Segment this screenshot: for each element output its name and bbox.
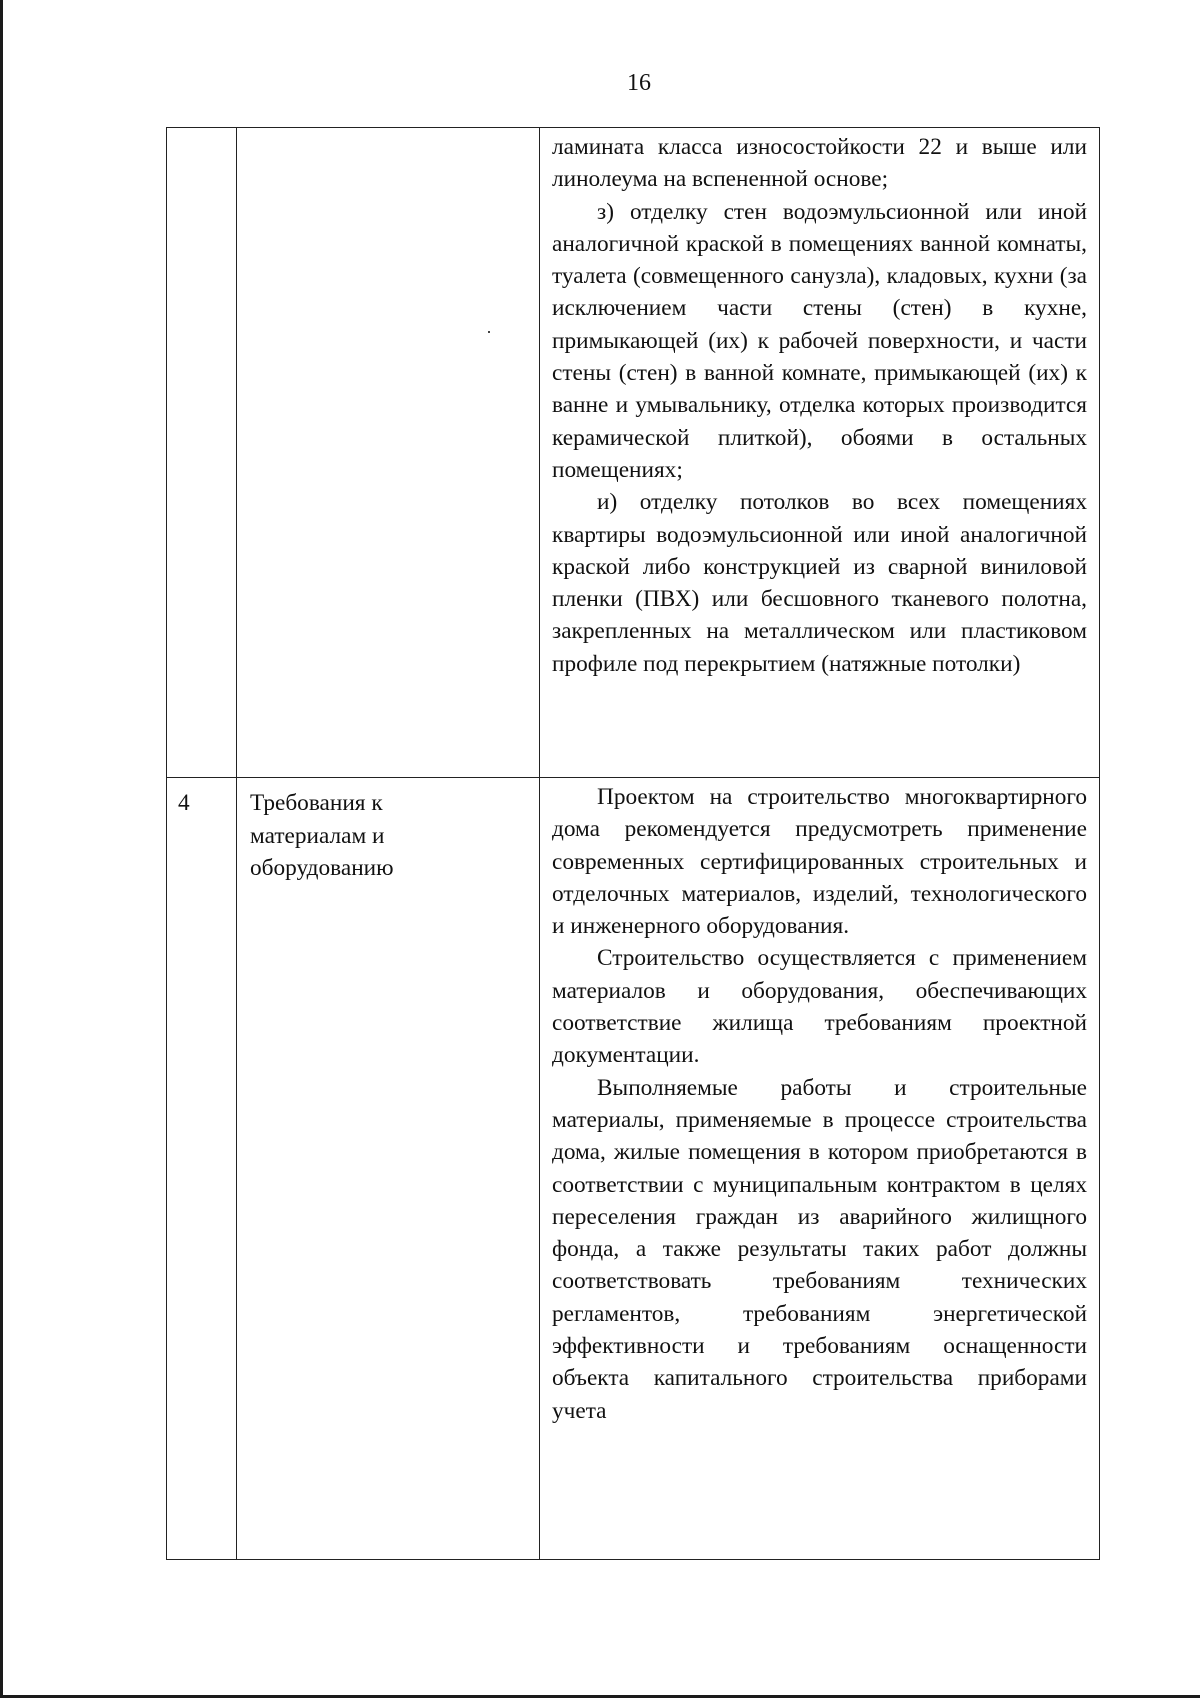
row-title-line: оборудованию xyxy=(250,855,394,881)
row-title xyxy=(237,778,539,885)
row-title-cell xyxy=(237,778,540,1560)
row-title-line: Требования к xyxy=(250,790,383,816)
row-number-cell xyxy=(167,778,237,1560)
row-content-cell xyxy=(540,778,1100,1560)
table-row xyxy=(167,778,1100,1560)
paragraph: ламината класса износостойкости 22 и выше или линолеума на вспененной основе; xyxy=(552,134,1087,193)
row-title-line: материалам и xyxy=(250,822,385,849)
row-number xyxy=(167,128,236,137)
table-row xyxy=(167,128,1100,778)
row-title-cell xyxy=(237,128,540,778)
paragraph: з) отделку стен водоэмульсионной или иной аналогичной краской в помещениях ванной комнаты, туалета (совмещенного санузла), кладовых, кухни (за исключением части стены (стен) в кухне, примыкающей (их) к рабочей поверхности, и части стены (стен) в ванной комнате, примыкающей (их) к ванне и умывальнику, отделка которых производится керамической плиткой), обоями в остальных помещениях; xyxy=(552,198,1087,483)
page-number: 16 xyxy=(627,70,651,96)
row-content-cell xyxy=(540,128,1100,778)
row-title xyxy=(237,128,539,137)
paragraph: Выполняемые работы и строительные материалы, применяемые в процессе строительства дома, жилые помещения в котором приобретаются в соответствии с муниципальным контрактом в целях переселения граждан из аварийного жилищного фонда, а также результаты таких работ должны соответствовать требованиям технических регламентов, требованиям энергетической эффективности и требованиям оснащенности объекта капитального строительства приборами учета xyxy=(552,1074,1087,1424)
paragraph: Строительство осуществляется с применением материалов и оборудования, обеспечивающих соответствие жилища требованиям проектной документации. xyxy=(552,945,1087,1069)
scan-edge-left xyxy=(0,0,3,1698)
paragraph: Проектом на строительство многоквартирного дома рекомендуется предусмотреть применение современных сертифицированных строительных и отделочных материалов, изделий, технологического и инженерного оборудования. xyxy=(552,784,1087,940)
row-number: 4 xyxy=(178,790,190,816)
paragraph: и) отделку потолков во всех помещениях квартиры водоэмульсионной или иной аналогичной краской либо конструкцией из сварной виниловой пленки (ПВХ) или бесшовного тканевого полотна, закрепленных на металлическом или пластиковом профиле под перекрытием (натяжные потолки) xyxy=(552,489,1087,677)
row-number-cell xyxy=(167,128,237,778)
row-content xyxy=(540,781,1099,1427)
requirements-table xyxy=(166,127,1100,1560)
row-content xyxy=(540,128,1099,680)
